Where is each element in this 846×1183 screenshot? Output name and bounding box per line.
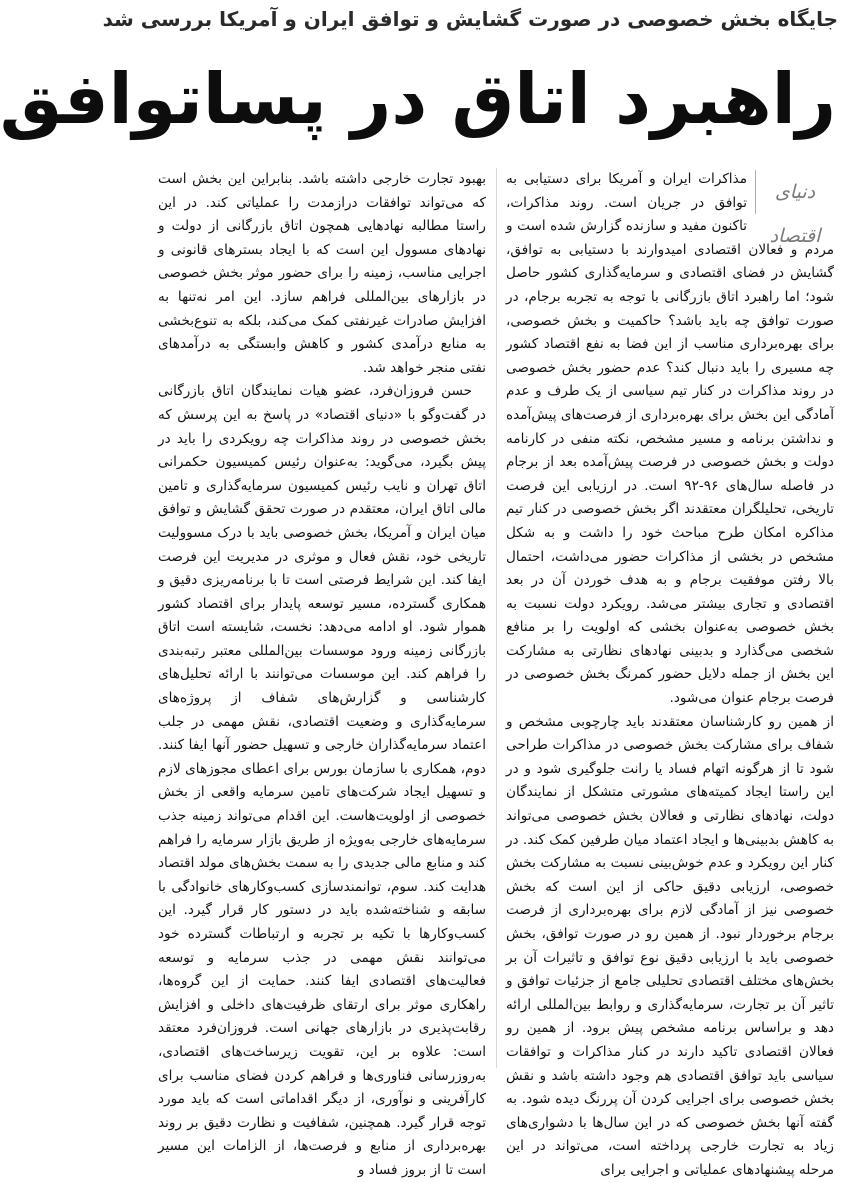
article-headline: راهبرد اتاق در پساتوافق: [0, 58, 836, 140]
brand-logo: دنیای اقتصاد: [755, 170, 834, 214]
right-column-paragraph-2: از همین رو کارشناسان معتقدند باید چارچوبی مشخص و شفاف برای مشارکت بخش خصوصی در مذاکرات طراحی شود تا از هرگونه اتهام فساد یا رانت جلوگیری شود و در این راستا ایجاد کمیته‌های مشورتی متشکل از نمایندگان دولت، نهادهای نظارتی و فعالان بخش خصوصی می‌تواند به کاهش بدبینی‌ها و ایجاد اعتماد میان طرفین کمک کند. در کنار این رویکرد و عدم خوش‌بینی نسبت به مشارکت بخش خصوصی، ارزیابی دقیق حاکی از این است که بخش خصوصی نیز از آمادگی لازم برای بهره‌برداری از فرصت برجام برخوردار نبود. از همین رو در صورت توافق، بخش خصوصی باید با ارزیابی دقیق نوع توافق و تاثیرات آن بر بخش‌های مختلف اقتصادی تحلیلی جامع از جزئیات توافق و تاثیر آن بر تجارت، سرمایه‌گذاری و روابط بین‌المللی ارائه دهد و براساس برنامه مشخص پیش برود. از همین رو فعالان اقتصادی تاکید دارند در کنار مذاکرات و توافقات سیاسی باید توافق اقتصادی هم وجود داشته باشد و نقش بخش خصوصی برای اجرایی کردن آن پررنگ دیده شود. به گفته آنها بخش خصوصی که در این سال‌ها با دشواری‌های زیاد به تجارت خارجی پرداخته است، می‌تواند در این مرحله پیشنهادهای عملیاتی و اجرایی برای: [505, 713, 834, 1178]
right-column-paragraph-1: مذاکرات ایران و آمریکا برای دستیابی به توافق در جریان است. روند مذاکرات، تاکنون مفید و سازنده گزارش شده است و مردم و فعالان اقتصادی امیدوارند با دستیابی به توافق، گشایش در فضای اقتصادی و سرمایه‌گذاری کشور حاصل شود؛ اما راهبرد اتاق بازرگانی با توجه به تجربه برجام، در صورت توافق چه باید باشد؟ حاکمیت و بخش خصوصی، برای بهره‌برداری مناسب از این فضا به نفع اقتصاد کشور چه مسیری را باید دنبال کند؟ عدم حضور بخش خصوصی در روند مذاکرات در کنار تیم سیاسی از یک طرف و عدم آمادگی این بخش برای بهره‌برداری از فرصت‌های پیش‌آمده و نداشتن برنامه و مسیر مشخص، نکته منفی در کارنامه دولت و بخش خصوصی در فرصت پیش‌آمده بعد از برجام در فاصله سال‌های ۹۶-۹۲ است. در ارزیابی این فرصت تاریخی، تحلیلگران معتقدند اگر بخش خصوصی در کنار تیم مذاکره امکان طرح مباحث خود را داشت و به شکل مشخص در بخشی از مذاکرات حضور می‌داشت، احتمال بالا رفتن موفقیت برجام و به هدف خوردن آن در بعد اقتصادی و تجاری بیشتر می‌شد. رویکرد دولت نسبت به بخش خصوصی به‌عنوان بخشی که اولویت را بر منافع شخصی می‌گذارد و بدبینی نهادهای نظارتی به مشارکت این بخش از جمله دلایل حضور کمرنگ بخش خصوصی در فرصت برجام عنوان می‌شود.: [506, 171, 834, 707]
article-body: [158, 168, 834, 1178]
left-column-paragraph-1: بهبود تجارت خارجی داشته باشد. بنابراین این بخش است که می‌تواند توافقات درازمدت را عملیاتی کند. در این راستا مطالبه نهادهایی همچون اتاق بازرگانی از دولت و نهادهای مسوول این است که با ایجاد بسترهای قانونی و اجرایی مناسب، زمینه را برای حضور موثر بخش خصوصی در بازارهای بین‌المللی فراهم سازد. این امر نه‌تنها به افزایش صادرات غیرنفتی کمک می‌کند، بلکه به تنوع‌بخشی به منابع درآمدی کشور و کاهش وابستگی به درآمدهای نفتی منجر خواهد شد.: [158, 171, 486, 376]
article-kicker: جایگاه بخش خصوصی در صورت گشایش و توافق ایران و آمریکا بررسی شد: [102, 7, 838, 31]
right-column: [505, 168, 834, 1178]
left-column-paragraph-2: حسن فروزان‌فرد، عضو هیات نمایندگان اتاق بازرگانی در گفت‌وگو با «دنیای اقتصاد» در پاسخ به این پرسش که بخش خصوصی در روند مذاکرات چه رویکردی را باید در پیش بگیرد، می‌گوید: به‌عنوان رئیس کمیسیون حکمرانی اتاق تهران و نایب رئیس کمیسیون سرمایه‌گذاری و تامین مالی اتاق ایران، معتقدم در صورت تحقق گشایش و توافق میان ایران و آمریکا، بخش خصوصی باید با درک مسوولیت تاریخی خود، نقش فعال و موثری در مدیریت این فرصت ایفا کند. این شرایط فرصتی است تا با برنامه‌ریزی دقیق و همکاری گسترده، مسیر توسعه پایدار برای اقتصاد کشور هموار شود. او ادامه می‌دهد: نخست، شایسته است اتاق بازرگانی زمینه ورود موسسات بین‌المللی معتبر رتبه‌بندی را فراهم کند. این موسسات می‌توانند با ارائه تحلیل‌های کارشناسی و گزارش‌های شفاف از پروژه‌های سرمایه‌گذاری و وضعیت اقتصادی، نقش مهمی در جلب اعتماد سرمایه‌گذاران خارجی و تسهیل حضور آنها ایفا کنند. دوم، همکاری با سازمان بورس برای اعطای مجوزهای لازم و تسهیل ایجاد شرکت‌های تامین سرمایه واقعی از بخش خصوصی از اولویت‌هاست. این اقدام می‌تواند زمینه جذب سرمایه‌های خارجی به‌ویژه از طریق بازار سرمایه را فراهم کند و منابع مالی جدیدی را به سمت بخش‌های مولد اقتصاد هدایت کند. سوم، توانمندسازی کسب‌وکارهای خانوادگی با سابقه و شناخته‌شده باید در دستور کار قرار گیرد. این کسب‌وکارها با تکیه بر تجربه و ارتباطات گسترده خود می‌توانند نقش مهمی در جذب سرمایه و توسعه فعالیت‌های اقتصادی ایفا کنند. حمایت از این گروه‌ها، راهکاری موثر برای ارتقای ظرفیت‌های داخلی و افزایش رقابت‌پذیری در بازارهای جهانی است. فروزان‌فرد معتقد است: علاوه بر این، تقویت زیرساخت‌های اقتصادی، به‌روزرسانی فناوری‌ها و فراهم کردن فضای مناسب برای کارآفرینی و نوآوری، از دیگر اقداماتی است که باید مورد توجه قرار گیرد. همچنین، شفافیت و نظارت دقیق بر روند بهره‌برداری از منابع و فرصت‌ها، از الزامات این مسیر است تا از بروز فساد و: [158, 383, 486, 1178]
left-column: [158, 168, 486, 1178]
